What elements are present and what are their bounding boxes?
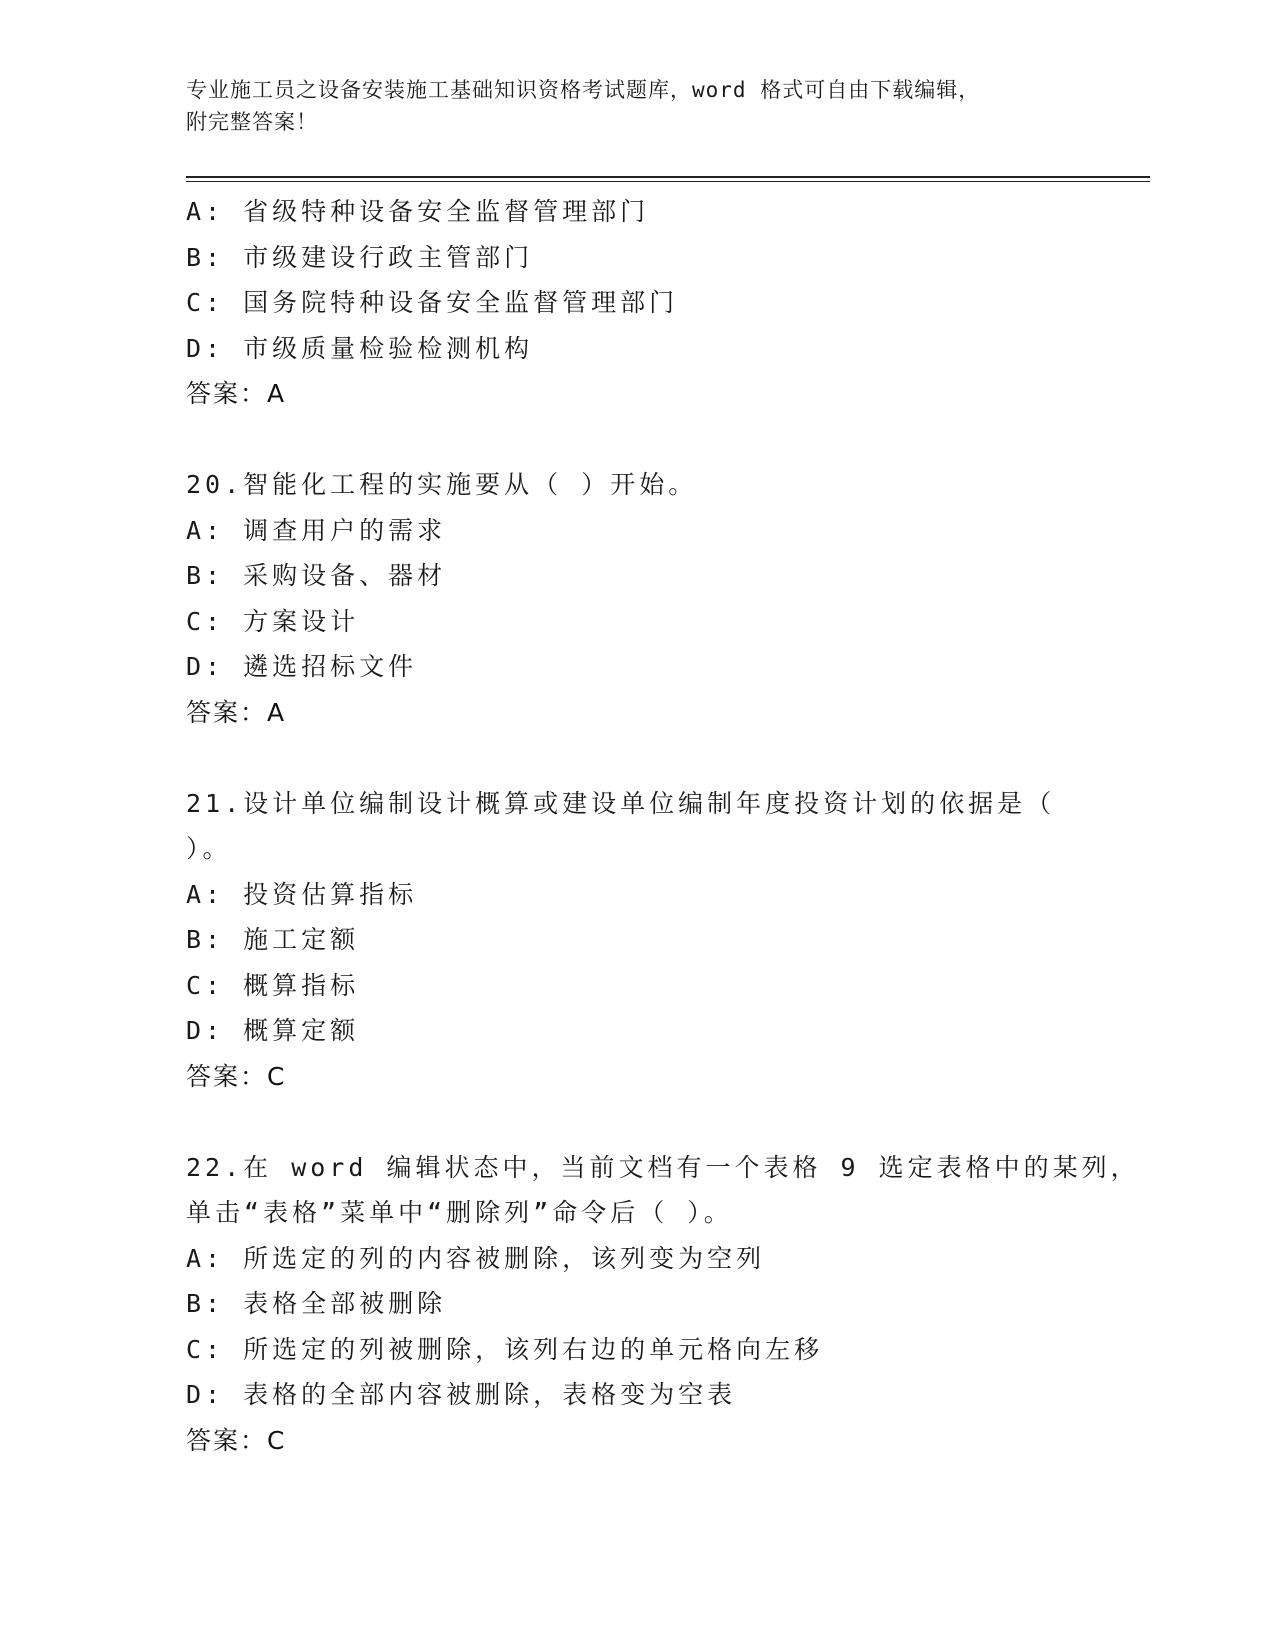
question-21: [186, 781, 1086, 1100]
option-a: A: 调查用户的需求: [186, 515, 447, 545]
question-text: 20.智能化工程的实施要从（ ）开始。: [186, 470, 698, 499]
document-header: [186, 74, 1066, 138]
header-divider-thin: [186, 181, 1150, 182]
option-a: A: 投资估算指标: [186, 879, 418, 909]
option-c: C: 概算指标: [186, 970, 360, 1000]
option-c: C: 国务院特种设备安全监督管理部门: [186, 288, 679, 317]
option-d: D: 市级质量检验检测机构: [186, 333, 534, 363]
option-b: B: 表格全部被删除: [186, 1289, 447, 1318]
option-b: B: 施工定额: [186, 925, 360, 954]
spacer: [186, 1099, 1086, 1145]
question-list: [186, 189, 1140, 1463]
header-divider-thick: [186, 176, 1150, 178]
question-20: [186, 462, 1086, 735]
option-c: C: 方案设计: [186, 606, 360, 636]
option-b: B: 采购设备、器材: [186, 561, 447, 590]
option-a: A: 省级特种设备安全监督管理部门: [186, 197, 650, 226]
answer: 答案：C: [186, 1425, 287, 1455]
question-text-line-1: 21.设计单位编制设计概算或建设单位编制年度投资计划的依据是（: [186, 788, 1056, 818]
question-text-line-2: 单击“表格”菜单中“删除列”命令后（ ）。: [186, 1198, 733, 1227]
spacer: [186, 417, 1086, 463]
option-d: D: 表格的全部内容被删除，表格变为空表: [186, 1380, 737, 1409]
option-d: D: 概算定额: [186, 1016, 360, 1045]
spacer: [186, 735, 1086, 781]
header-line-1: 专业施工员之设备安装施工基础知识资格考试题库，word 格式可自由下载编辑，: [186, 78, 981, 102]
option-c: C: 所选定的列被删除，该列右边的单元格向左移: [186, 1334, 824, 1364]
header-line-2: 附完整答案！: [186, 110, 318, 134]
option-d: D: 遴选招标文件: [186, 652, 418, 681]
question-19: [186, 189, 1086, 417]
answer: 答案：A: [186, 697, 287, 727]
option-b: B: 市级建设行政主管部门: [186, 242, 534, 272]
option-a: A: 所选定的列的内容被删除，该列变为空列: [186, 1243, 766, 1273]
answer: 答案：C: [186, 1061, 287, 1091]
question-text-line-1: 22.在 word 编辑状态中，当前文档有一个表格 9 选定表格中的某列，: [186, 1152, 1140, 1182]
question-text-line-2: ）。: [186, 834, 232, 863]
question-22: [186, 1145, 1140, 1464]
answer: 答案：A: [186, 379, 287, 408]
